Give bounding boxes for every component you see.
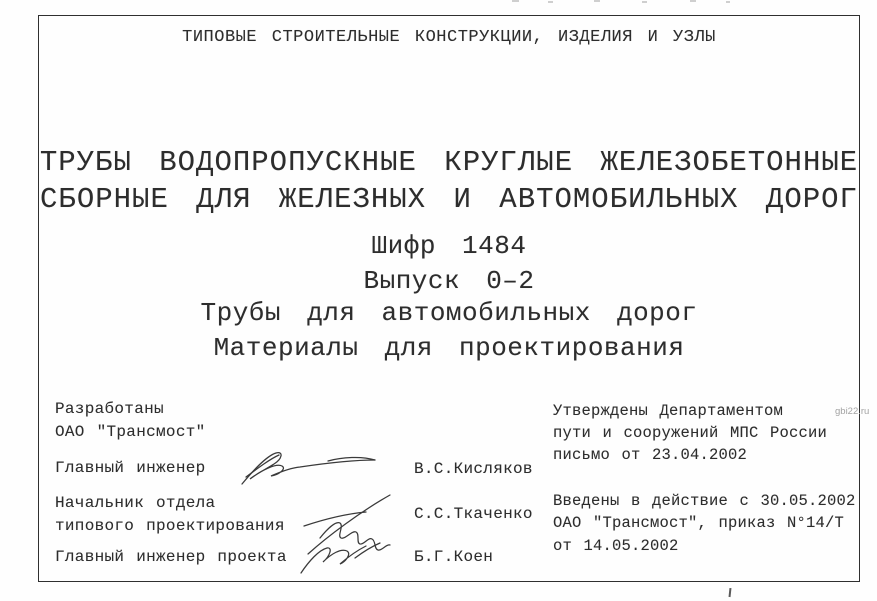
doc-issue: Выпуск 0–2 <box>363 266 535 296</box>
enacted-line-2: ОАО "Трансмост", приказ N°14/Т <box>553 514 845 532</box>
enacted-line-1: Введены в действие с 30.05.2002 <box>553 492 856 510</box>
scan-speck <box>690 0 696 2</box>
role-dept-head-line2: типового проектирования <box>55 517 285 535</box>
scan-speck <box>512 0 519 2</box>
kislyakov-signature <box>232 446 382 490</box>
name-koen: Б.Г.Коен <box>414 548 494 566</box>
developed-org: ОАО "Трансмост" <box>55 423 206 441</box>
role-project-chief-engineer: Главный инженер проекта <box>55 548 287 566</box>
doc-title-line-1: ТРУБЫ ВОДОПРОПУСКНЫЕ КРУГЛЫЕ ЖЕЛЕЗОБЕТОННЫЕ <box>39 146 859 179</box>
doc-code: Шифр 1484 <box>371 231 527 261</box>
scan-speck <box>594 0 600 2</box>
name-tkachenko: С.С.Ткаченко <box>414 505 533 523</box>
approved-line-2: пути и сооружений МПС России <box>553 424 828 442</box>
koen-signature <box>295 539 383 579</box>
scan-artifact-tick <box>729 588 732 597</box>
doc-title-line-2: СБОРНЫЕ ДЛЯ ЖЕЛЕЗНЫХ И АВТОМОБИЛЬНЫХ ДОРОГ <box>40 183 858 216</box>
approved-line-3: письмо от 23.04.2002 <box>553 446 748 464</box>
scan-speck <box>548 1 553 3</box>
name-kislyakov: В.С.Кисляков <box>414 460 533 478</box>
role-chief-engineer: Главный инженер <box>55 459 206 477</box>
series-classification-header: ТИПОВЫЕ СТРОИТЕЛЬНЫЕ КОНСТРУКЦИИ, ИЗДЕЛИЯ И УЗЛЫ <box>182 28 716 47</box>
scan-speck <box>642 1 647 3</box>
doc-subtitle-materials: Материалы для проектирования <box>213 333 685 363</box>
site-watermark: gbi22.ru <box>835 406 870 417</box>
developed-label: Разработаны <box>55 400 164 418</box>
approved-line-1: Утверждены Департаментом <box>553 402 784 420</box>
enacted-line-3: от 14.05.2002 <box>553 537 679 555</box>
doc-subtitle-roads: Трубы для автомобильных дорог <box>200 298 698 328</box>
scan-speck <box>726 1 730 3</box>
role-dept-head-line1: Начальник отдела <box>55 494 216 512</box>
